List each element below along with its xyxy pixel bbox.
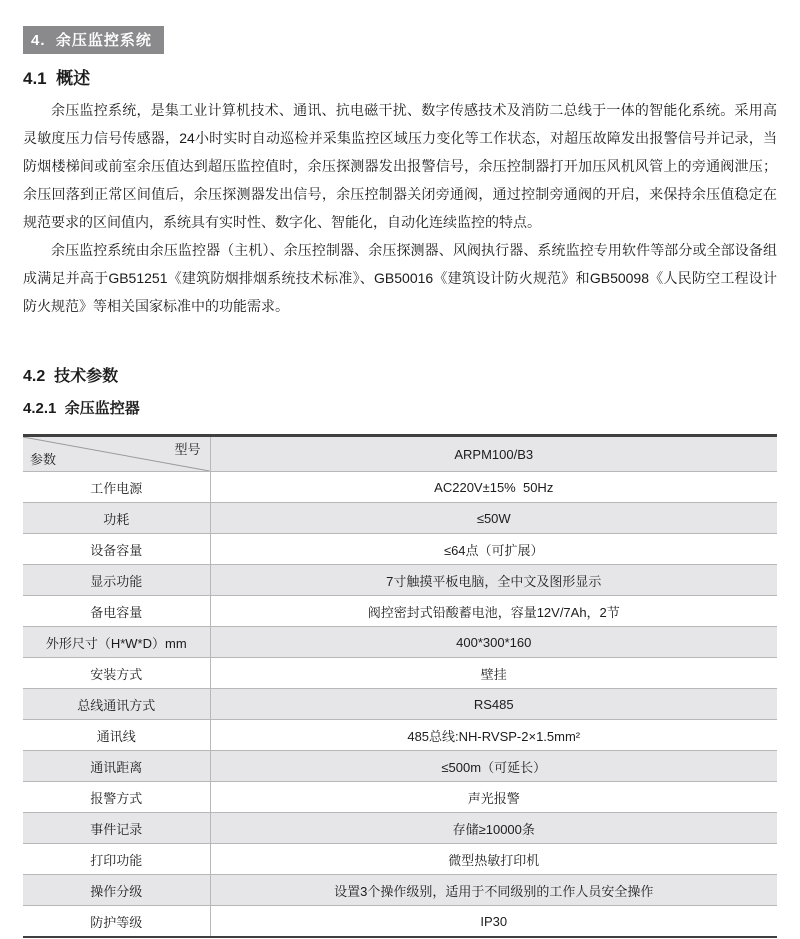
table-row (23, 565, 777, 596)
table-row (23, 875, 777, 906)
table-row (23, 472, 777, 503)
corner-label-param: 参数 (30, 452, 57, 467)
param-label-cell: 防护等级 (23, 906, 210, 938)
param-value-cell (210, 472, 777, 503)
heading-tech-params: 4.2 技术参数 (23, 368, 119, 385)
paragraph-system-description: 余压监控系统，是集工业计算机技术、通讯、抗电磁干扰、数字传感技术及消防二总线于一体的智能化系统。采用高灵敏度压力信号传感器，24小时实时自动巡检并采集监控区域压力变化等工作状态，对超压故障发出报警信号并记录，当防烟楼梯间或前室余压值达到超压监控值时，余压探测器发出报警信号，余压控制器打开加压风机风管上的旁通阀泄压；余压回落到正常区间值后，余压探测器发出信号，余压控制器关闭旁通阀，通过控制旁通阀的开启，来保持余压值稳定在规范要求的区间值内，系统具有实时性、数字化、智能化，自动化连续监控的特点。 (23, 102, 777, 230)
param-value: ≤64点（可扩展） (443, 542, 544, 558)
table-row (23, 844, 777, 875)
param-value-cell (210, 844, 777, 875)
param-label-cell: 显示功能 (23, 565, 210, 596)
param-value: 存储≥10000条 (452, 821, 535, 837)
param-value: 7寸触摸平板电脑，全中文及图形显示 (386, 573, 602, 589)
table-row (23, 627, 777, 658)
param-value-cell (210, 534, 777, 565)
param-label-cell: 总线通讯方式 (23, 689, 210, 720)
table-row (23, 751, 777, 782)
table-row (23, 596, 777, 627)
param-value: ≤500m（可延长） (441, 759, 547, 775)
param-value: 微型热敏打印机 (448, 852, 540, 868)
param-label-cell: 通讯距离 (23, 751, 210, 782)
heading-overview: 4.1 概述 (23, 69, 91, 88)
param-value-cell (210, 751, 777, 782)
param-label-cell: 外形尺寸（H*W*D）mm (23, 627, 210, 658)
param-label-cell: 功耗 (23, 503, 210, 534)
param-value: 400*300*160 (456, 634, 532, 650)
overview-text (23, 96, 777, 320)
param-label-cell: 通讯线 (23, 720, 210, 751)
param-label-cell: 事件记录 (23, 813, 210, 844)
param-label-cell: 设备容量 (23, 534, 210, 565)
table-row (23, 689, 777, 720)
param-label-cell: 打印功能 (23, 844, 210, 875)
param-value: 阀控密封式铅酸蓄电池，容量12V/7Ah，2节 (367, 604, 620, 620)
table-header-row (23, 436, 777, 472)
table-row (23, 906, 777, 938)
param-value: 485总线:NH-RVSP-2×1.5mm² (407, 728, 581, 744)
param-value-cell (210, 813, 777, 844)
table-row (23, 813, 777, 844)
heading-monitor: 4.2.1 余压监控器 (23, 400, 140, 417)
param-label-cell: 报警方式 (23, 782, 210, 813)
param-value-cell (210, 503, 777, 534)
param-value-cell (210, 906, 777, 938)
param-value: 声光报警 (467, 790, 520, 806)
param-value-cell (210, 689, 777, 720)
table-row (23, 658, 777, 689)
param-value-cell (210, 565, 777, 596)
table-row (23, 720, 777, 751)
param-value: IP30 (480, 913, 508, 929)
param-value-cell (210, 720, 777, 751)
model-value: ARPM100/B3 (454, 446, 534, 462)
corner-cell (23, 436, 210, 472)
model-cell (210, 436, 777, 472)
param-value-cell (210, 782, 777, 813)
param-label-cell: 工作电源 (23, 472, 210, 503)
param-value: 壁挂 (480, 666, 507, 682)
section-banner: 4. 余压监控系统 (23, 26, 164, 54)
param-label-cell: 安装方式 (23, 658, 210, 689)
table-row (23, 503, 777, 534)
table-row (23, 534, 777, 565)
corner-label-model: 型号 (174, 442, 201, 457)
param-value-cell (210, 596, 777, 627)
param-label-cell: 操作分级 (23, 875, 210, 906)
paragraph-standards: 余压监控系统由余压监控器（主机）、余压控制器、余压探测器、风阀执行器、系统监控专用软件等部分或全部设备组成满足并高于GB51251《建筑防烟排烟系统技术标准》、GB50016《建筑设计防火规范》和GB50098《人民防空工程设计防火规范》等相关国家标准中的功能需求。 (23, 242, 777, 314)
param-value-cell (210, 627, 777, 658)
param-value-cell (210, 658, 777, 689)
param-value-cell (210, 875, 777, 906)
param-value: ≤50W (476, 510, 511, 526)
param-label-cell: 备电容量 (23, 596, 210, 627)
param-value: AC220V±15% 50Hz (434, 479, 554, 495)
table-row (23, 782, 777, 813)
param-value: RS485 (473, 696, 514, 712)
spec-table (23, 434, 777, 938)
param-value: 设置3个操作级别，适用于不同级别的工作人员安全操作 (334, 883, 654, 899)
